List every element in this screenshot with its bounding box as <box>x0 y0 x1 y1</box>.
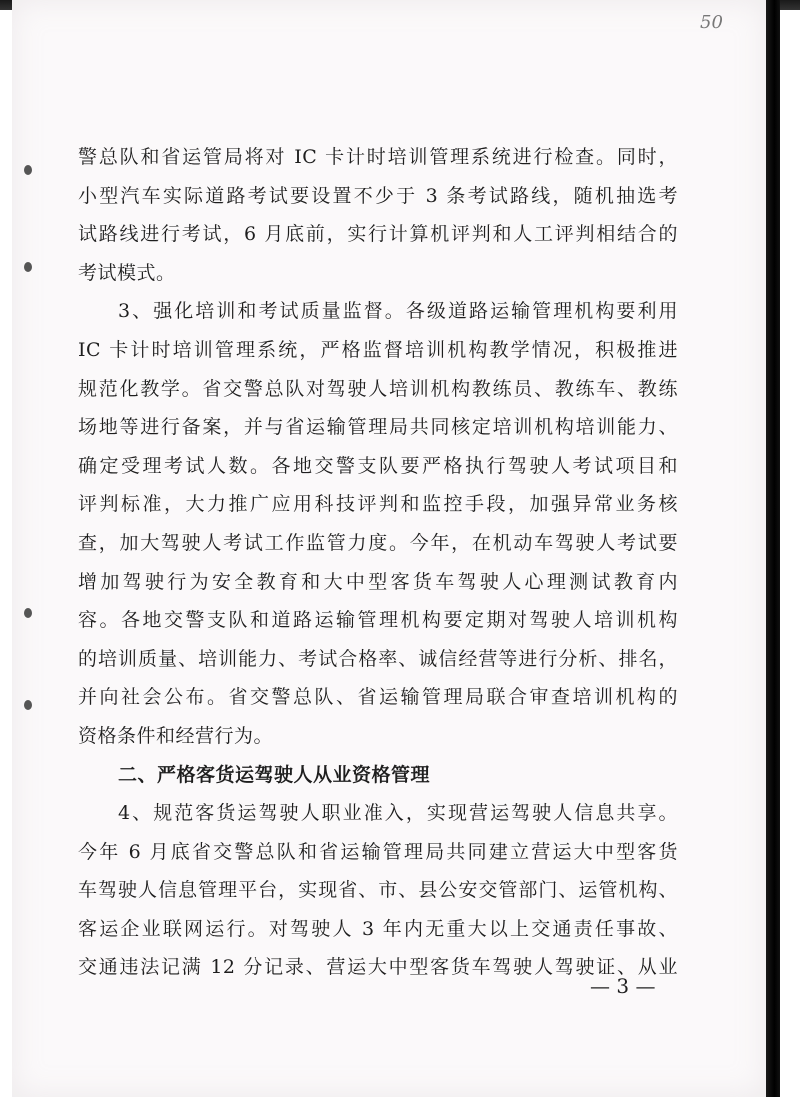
text-line: 确定受理考试人数。各地交警支队要严格执行驾驶人考试项目和 <box>78 454 678 477</box>
body-text <box>78 138 678 987</box>
text-line: 今年 6 月底省交警总队和省运输管理局共同建立营运大中型客货 <box>78 840 678 863</box>
text-line: 容。各地交警支队和道路运输管理机构要定期对驾驶人培训机构 <box>78 609 678 632</box>
text-line: 的培训质量、培训能力、考试合格率、诚信经营等进行分析、排名， <box>78 647 678 670</box>
text-line: 车驾驶人信息管理平台，实现省、市、县公安交管部门、运管机构、 <box>78 879 678 902</box>
text-line: 场地等进行备案，并与省运输管理局共同核定培训机构培训能力、 <box>78 416 678 439</box>
binding-hole <box>24 165 32 175</box>
binding-hole <box>24 262 32 272</box>
text-line: 考试模式。 <box>78 261 176 284</box>
text-line: 3、强化培训和考试质量监督。各级道路运输管理机构要利用 <box>118 300 678 323</box>
text-line: 4、规范客货运驾驶人职业准入，实现营运驾驶人信息共享。 <box>118 802 678 825</box>
page-number: — 3 — <box>590 974 656 998</box>
binding-hole <box>24 608 32 618</box>
binding-hole <box>24 700 32 710</box>
text-line: 规范化教学。省交警总队对驾驶人培训机构教练员、教练车、教练 <box>78 377 678 400</box>
text-line: 资格条件和经营行为。 <box>78 724 274 747</box>
text-line: 试路线进行考试，6 月底前，实行计算机评判和人工评判相结合的 <box>78 223 678 246</box>
text-line: 并向社会公布。省交警总队、省运输管理局联合审查培训机构的 <box>78 686 678 709</box>
handwritten-page-mark: 50 <box>700 12 723 33</box>
text-line: 警总队和省运管局将对 IC 卡计时培训管理系统进行检查。同时， <box>78 146 678 168</box>
text-line: 查，加大驾驶人考试工作监管力度。今年，在机动车驾驶人考试要 <box>78 531 678 554</box>
section-heading: 二、严格客货运驾驶人从业资格管理 <box>118 763 431 786</box>
scan-right-border <box>766 0 780 1097</box>
text-line: 客运企业联网运行。对驾驶人 3 年内无重大以上交通责任事故、 <box>78 917 678 940</box>
text-line: 增加驾驶行为安全教育和大中型客货车驾驶人心理测试教育内 <box>78 570 678 593</box>
text-line: IC 卡计时培训管理系统，严格监督培训机构教学情况，积极推进 <box>78 338 678 361</box>
text-line: 评判标准，大力推广应用科技评判和监控手段，加强异常业务核 <box>78 493 678 516</box>
text-line: 交通违法记满 12 分记录、营运大中型客货车驾驶人驾驶证、从业 <box>78 956 678 979</box>
text-line: 小型汽车实际道路考试要设置不少于 3 条考试路线，随机抽选考 <box>78 184 678 207</box>
